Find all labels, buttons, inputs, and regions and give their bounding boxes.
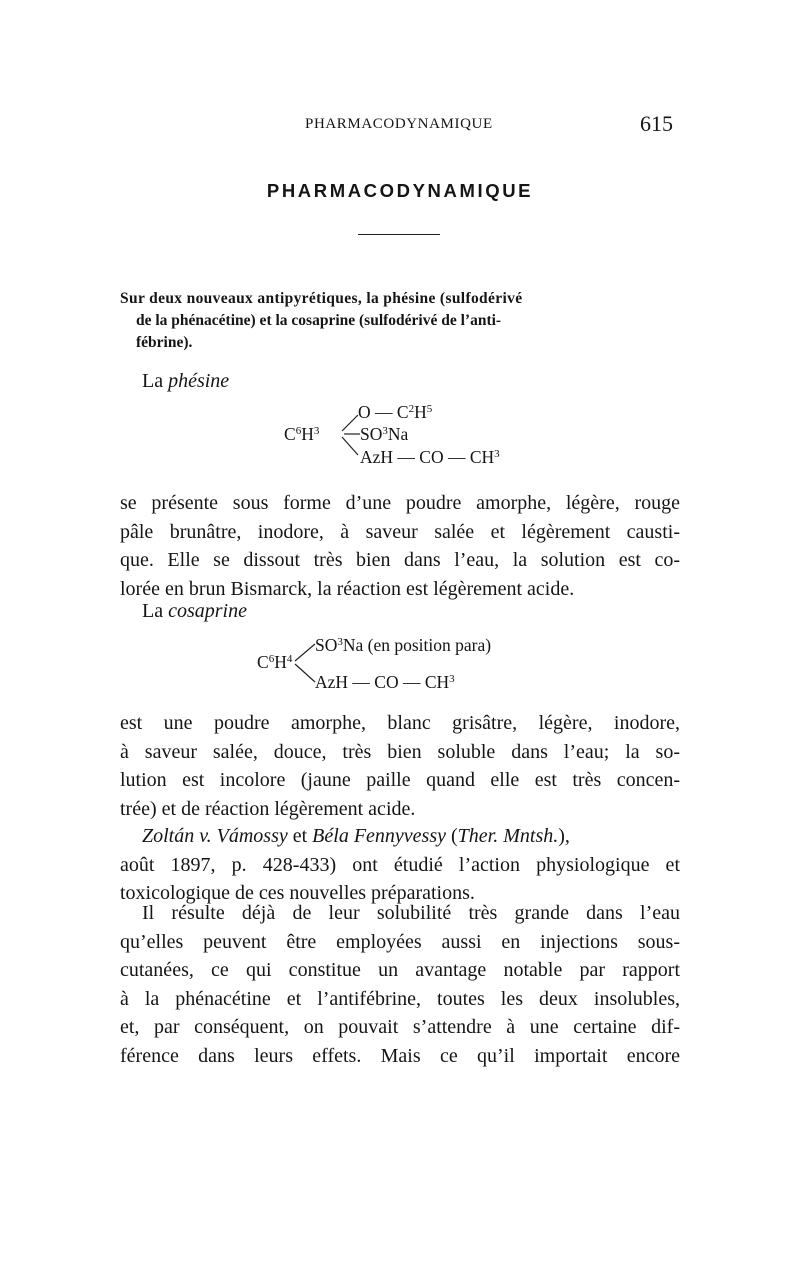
- text-line: lorée en brun Bismarck, la réaction est légèrement acide.: [120, 577, 575, 600]
- section-title: PHARMACODYNAMIQUE: [266, 180, 534, 201]
- cosaprine-description: [120, 709, 680, 823]
- formula-middle-group: $SO^3Na$: [360, 424, 409, 444]
- text-line: qu’elles peuvent être employées aussi en injections sous-: [120, 930, 680, 953]
- cosaprine-formula: [257, 634, 557, 696]
- phesine-lead: [142, 370, 229, 393]
- citation-paragraph: [120, 822, 680, 908]
- formula-top-group: $SO^3Na$ (en position para): [315, 635, 492, 655]
- text-line: que. Elle se dissout très bien dans l’eau, la solution est co-: [120, 549, 680, 571]
- text-line: lution est incolore (jaune paille quand elle est très concen-: [120, 769, 680, 791]
- formula-bottom-group: AzH — CO — $CH^3$: [315, 672, 455, 692]
- formula-core: $C^6H^4$: [257, 652, 293, 672]
- text-line: Il résulte déjà de leur solubilité très grande dans l’eau: [142, 902, 680, 924]
- cosaprine-lead: [142, 600, 247, 623]
- formula-core: $C^6H^3$: [284, 424, 320, 444]
- author-name: Zoltán v. Vámossy: [142, 825, 288, 847]
- text-line: et, par conséquent, on pouvait s’attendre à une certaine dif-: [120, 1016, 680, 1038]
- lead-prefix: La: [142, 600, 164, 622]
- author-name: Béla Fennyvessy: [312, 825, 446, 847]
- conclusion-paragraph: [120, 899, 680, 1070]
- citation-line: Zoltán v. Vámossy et Béla Fennyvessy (Ther. Mntsh.),: [142, 825, 570, 847]
- text-line: se présente sous forme d’une poudre amorphe, légère, rouge: [120, 492, 680, 514]
- text-line: août 1897, p. 428-433) ont étudié l’action physiologique et: [120, 853, 680, 876]
- article-heading-line: de la phénacétine) et la cosaprine (sulfodérivé de l’anti-: [136, 312, 502, 329]
- text-line: trée) et de réaction légèrement acide.: [120, 797, 416, 820]
- compound-name: cosaprine: [168, 600, 247, 622]
- journal-name: Ther. Mntsh.: [457, 825, 559, 847]
- lead-prefix: La: [142, 370, 164, 392]
- article-heading: [120, 288, 680, 354]
- text-line: férence dans leurs effets. Mais ce qu’il importait encore: [120, 1044, 680, 1067]
- formula-top-group: O — $C^2H^5$: [358, 402, 433, 422]
- text-line: cutanées, ce qui constitue un avantage notable par rapport: [120, 959, 680, 981]
- text-line: toxicologique de ces nouvelles préparations.: [120, 882, 475, 904]
- running-head-title: PHARMACODYNAMIQUE: [305, 116, 493, 132]
- text-line: est une poudre amorphe, blanc grisâtre, légère, inodore,: [120, 712, 680, 734]
- compound-name: phésine: [168, 370, 230, 392]
- phesine-formula: [284, 398, 544, 470]
- article-heading-line: Sur deux nouveaux antipyrétiques, la phésine (sulfodérivé: [120, 290, 523, 307]
- text-line: pâle brunâtre, inodore, à saveur salée et légèrement causti-: [120, 520, 680, 543]
- phesine-description: [120, 489, 680, 603]
- text-line: à saveur salée, douce, très bien soluble dans l’eau; la so-: [120, 740, 680, 763]
- formula-bottom-group: AzH — CO — $CH^3$: [360, 447, 500, 467]
- title-divider: [358, 234, 440, 235]
- article-heading-line: fébrine).: [136, 334, 193, 351]
- text-line: à la phénacétine et l’antifébrine, toutes les deux insolubles,: [120, 987, 680, 1010]
- page-number: 615: [640, 111, 673, 136]
